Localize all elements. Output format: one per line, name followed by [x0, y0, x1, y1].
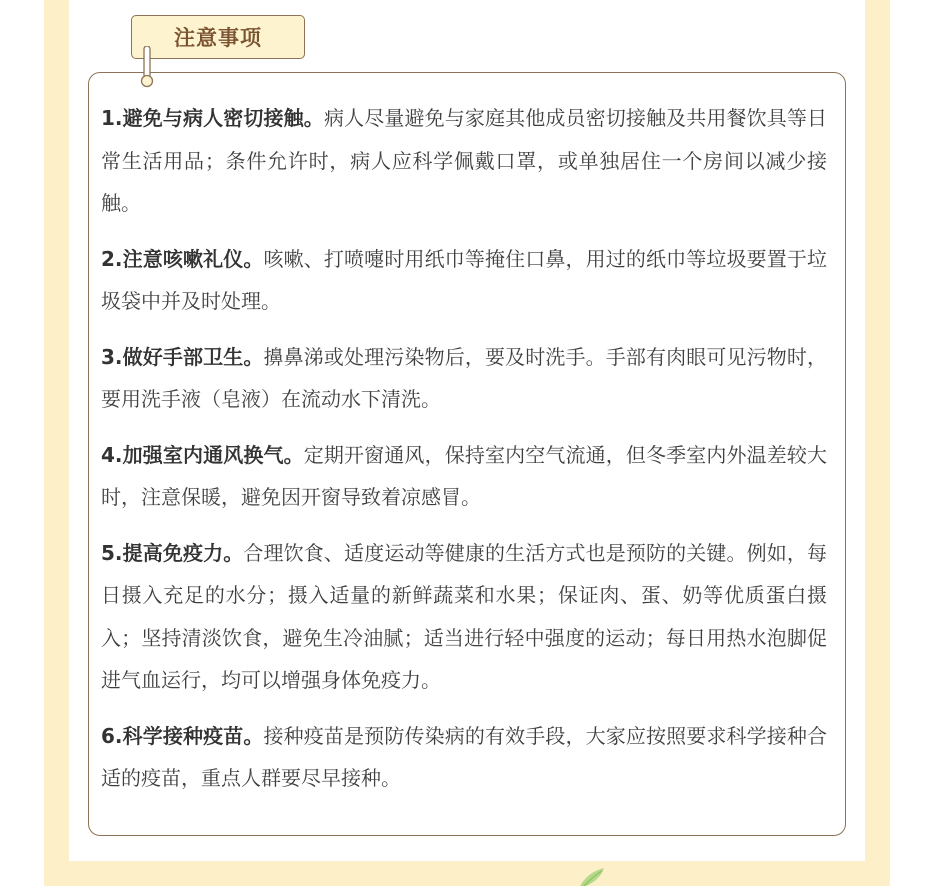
notice-item-body: 接种疫苗是预防传染病的有效手段，大家应按照要求科学接种合适的疫苗，重点人群要尽早接种。 [101, 723, 828, 790]
notice-item-heading: 2.注意咳嗽礼仪。 [101, 246, 264, 271]
notice-item-body: 病人尽量避免与家庭其他成员密切接触及共用餐饮具等日常生活用品；条件允许时，病人应科学佩戴口罩，或单独居住一个房间以减少接触。 [101, 106, 828, 215]
notice-item-6 [101, 715, 827, 800]
notice-item-3 [101, 336, 827, 421]
notice-item-1 [101, 97, 827, 225]
section-title: 注意事项 [174, 26, 262, 50]
notice-item-heading: 4.加强室内通风换气。 [101, 442, 304, 467]
notice-item-body: 合理饮食、适度运动等健康的生活方式也是预防的关键。例如，每日摄入充足的水分；摄入适量的新鲜蔬菜和水果；保证肉、蛋、奶等优质蛋白摄入；坚持清淡饮食，避免生冷油腻；适当进行轻中强度的运动；每日用热水泡脚促进气血运行，均可以增强身体免疫力。 [101, 540, 828, 692]
notice-item-5 [101, 532, 827, 702]
section-title-tab [131, 15, 305, 59]
leaf-icon [578, 868, 612, 886]
notice-item-body: 擤鼻涕或处理污染物后，要及时洗手。手部有肉眼可见污物时，要用洗手液（皂液）在流动水下清洗。 [101, 344, 828, 411]
notice-item-heading: 1.避免与病人密切接触。 [101, 106, 324, 130]
notice-item-4 [101, 434, 827, 519]
notice-item-heading: 3.做好手部卫生。 [101, 344, 264, 369]
notice-item-2 [101, 238, 827, 323]
notice-item-heading: 5.提高免疫力。 [101, 540, 244, 565]
notice-list [101, 97, 827, 813]
notice-item-heading: 6.科学接种疫苗。 [101, 723, 264, 748]
notice-item-body: 咳嗽、打喷嚏时用纸巾等掩住口鼻，用过的纸巾等垃圾要置于垃圾袋中并及时处理。 [101, 246, 828, 313]
pin-icon [140, 46, 154, 88]
notice-item-body: 定期开窗通风，保持室内空气流通，但冬季室内外温差较大时，注意保暖，避免因开窗导致着凉感冒。 [101, 442, 827, 509]
